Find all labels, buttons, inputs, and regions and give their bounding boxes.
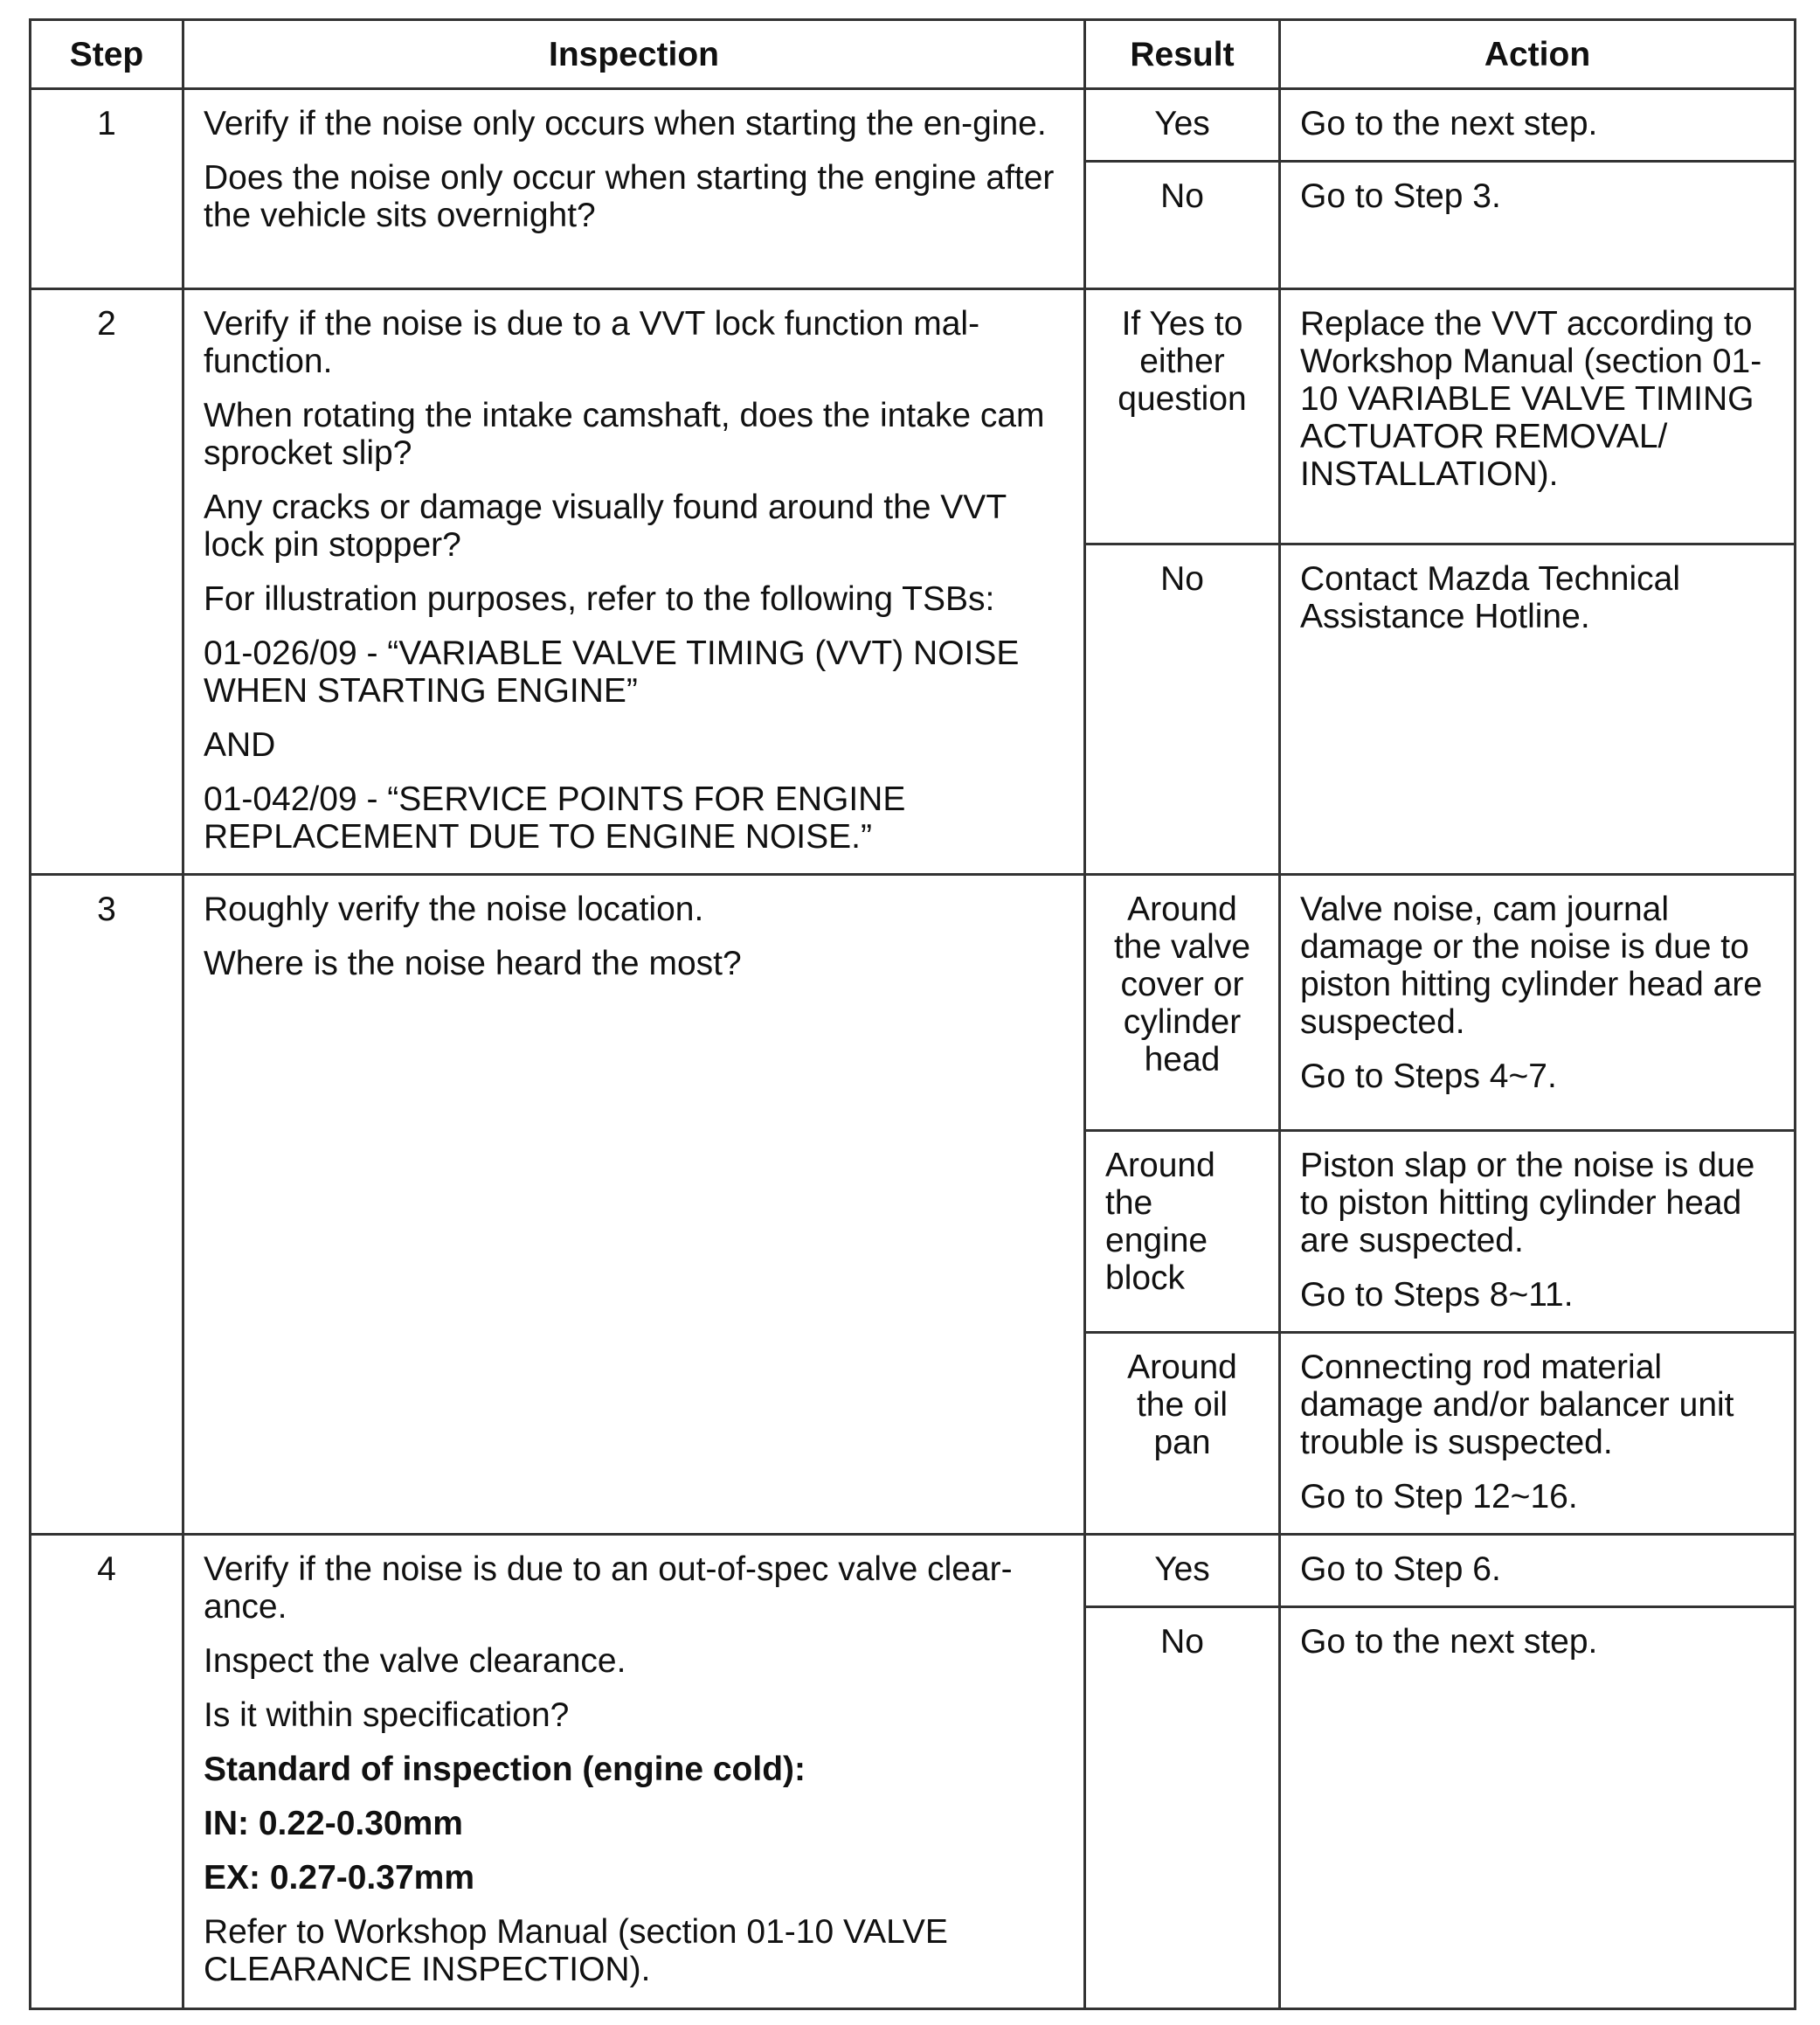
inspection-text: Is it within specification? bbox=[204, 1696, 570, 1734]
action-cell bbox=[1280, 544, 1796, 875]
action-cell bbox=[1280, 1333, 1796, 1535]
action-cell bbox=[1280, 289, 1796, 544]
action-text: Go to Step 3. bbox=[1300, 177, 1501, 215]
action-text: Valve noise, cam journal damage or the noise is due to piston hitting cylinder head are suspected. bbox=[1300, 891, 1762, 1041]
inspection-spec-heading: Standard of inspection (engine cold): bbox=[204, 1751, 806, 1788]
inspection-text: Where is the noise heard the most? bbox=[204, 945, 742, 982]
action-text: Replace the VVT according to Workshop Manual (section 01-10 VARIABLE VALVE TIMING ACTUATOR REMOVAL/ INSTALLATION). bbox=[1300, 305, 1762, 493]
diagnostic-table bbox=[29, 18, 1796, 2010]
action-text: Go to Steps 8~11. bbox=[1300, 1276, 1574, 1314]
inspection-text: 01-042/09 - “SERVICE POINTS FOR ENGINE REPLACEMENT DUE TO ENGINE NOISE.” bbox=[204, 780, 906, 856]
inspection-cell bbox=[183, 89, 1085, 289]
result-cell: Around the engine block bbox=[1085, 1131, 1280, 1333]
header-result: Result bbox=[1085, 20, 1280, 89]
result-cell: No bbox=[1085, 1607, 1280, 2009]
action-text: Contact Mazda Technical Assistance Hotline. bbox=[1300, 560, 1681, 636]
action-cell bbox=[1280, 875, 1796, 1131]
inspection-text: Verify if the noise only occurs when starting the en-gine. bbox=[204, 105, 1047, 142]
inspection-text: AND bbox=[204, 726, 276, 764]
action-text: Go to the next step. bbox=[1300, 1623, 1598, 1661]
action-cell bbox=[1280, 89, 1796, 162]
action-text: Piston slap or the noise is due to piston hitting cylinder head are suspected. bbox=[1300, 1147, 1755, 1259]
header-action: Action bbox=[1280, 20, 1796, 89]
inspection-text: Refer to Workshop Manual (section 01-10 VALVE CLEARANCE INSPECTION). bbox=[204, 1913, 948, 1988]
inspection-spec-exhaust: EX: 0.27-0.37mm bbox=[204, 1859, 475, 1897]
result-cell: Around the oil pan bbox=[1085, 1333, 1280, 1535]
table-row bbox=[31, 289, 1796, 544]
inspection-text: Verify if the noise is due to an out-of-spec valve clear-ance. bbox=[204, 1550, 1013, 1626]
result-cell: No bbox=[1085, 162, 1280, 289]
inspection-text: When rotating the intake camshaft, does the intake cam sprocket slip? bbox=[204, 397, 1045, 472]
inspection-text: Inspect the valve clearance. bbox=[204, 1642, 626, 1680]
action-cell bbox=[1280, 1607, 1796, 2009]
result-cell: Around the valve cover or cylinder head bbox=[1085, 875, 1280, 1131]
inspection-text: 01-026/09 - “VARIABLE VALVE TIMING (VVT) NOISE WHEN STARTING ENGINE” bbox=[204, 635, 1020, 710]
table-row bbox=[31, 89, 1796, 162]
action-text: Go to Step 12~16. bbox=[1300, 1478, 1578, 1515]
action-text: Go to the next step. bbox=[1300, 105, 1598, 142]
action-cell bbox=[1280, 1535, 1796, 1607]
action-cell bbox=[1280, 1131, 1796, 1333]
step-number: 2 bbox=[31, 289, 183, 875]
action-text: Connecting rod material damage and/or balancer unit trouble is suspected. bbox=[1300, 1349, 1734, 1461]
inspection-cell bbox=[183, 289, 1085, 875]
inspection-text: Roughly verify the noise location. bbox=[204, 891, 704, 928]
inspection-spec-intake: IN: 0.22-0.30mm bbox=[204, 1805, 463, 1842]
inspection-text: Does the noise only occur when starting the engine after the vehicle sits overnight? bbox=[204, 159, 1055, 234]
inspection-cell bbox=[183, 1535, 1085, 2009]
action-text: Go to Steps 4~7. bbox=[1300, 1058, 1557, 1095]
result-cell: Yes bbox=[1085, 89, 1280, 162]
result-cell: No bbox=[1085, 544, 1280, 875]
step-number: 4 bbox=[31, 1535, 183, 2009]
action-text: Go to Step 6. bbox=[1300, 1550, 1501, 1588]
action-cell bbox=[1280, 162, 1796, 289]
inspection-text: Verify if the noise is due to a VVT lock function mal-function. bbox=[204, 305, 980, 380]
result-cell: If Yes to either question bbox=[1085, 289, 1280, 544]
header-step: Step bbox=[31, 20, 183, 89]
table-row bbox=[31, 875, 1796, 1131]
step-number: 3 bbox=[31, 875, 183, 1535]
inspection-cell bbox=[183, 875, 1085, 1535]
header-inspection: Inspection bbox=[183, 20, 1085, 89]
result-cell: Yes bbox=[1085, 1535, 1280, 1607]
table-row bbox=[31, 1535, 1796, 1607]
step-number: 1 bbox=[31, 89, 183, 289]
inspection-text: For illustration purposes, refer to the following TSBs: bbox=[204, 580, 995, 618]
header-row bbox=[31, 20, 1796, 89]
inspection-text: Any cracks or damage visually found around the VVT lock pin stopper? bbox=[204, 489, 1007, 564]
